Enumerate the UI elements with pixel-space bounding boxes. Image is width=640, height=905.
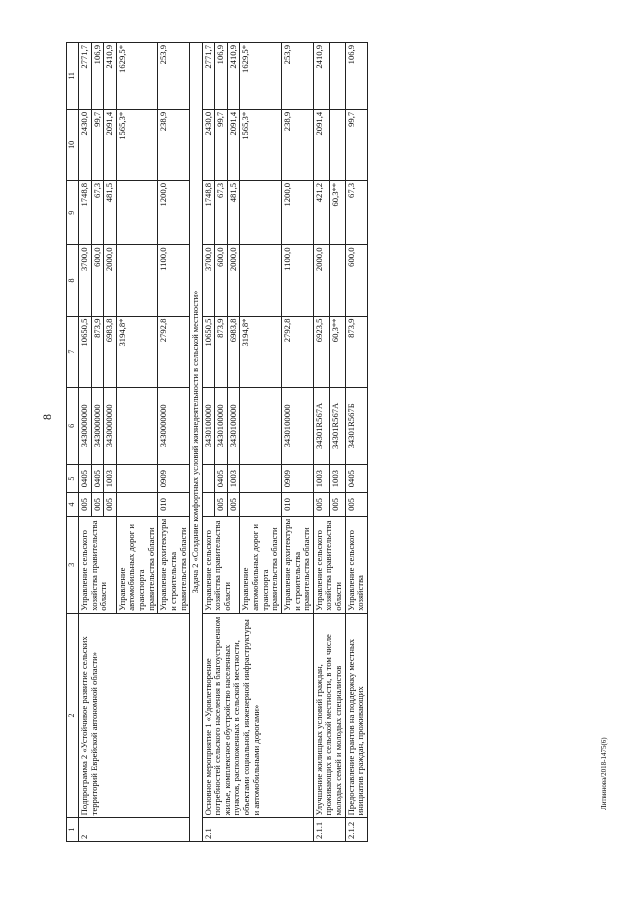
cell: 2430,0 [78, 109, 91, 180]
cell [202, 465, 215, 493]
cell: 3430000000 [91, 387, 104, 465]
table-row [345, 43, 367, 842]
task-row [190, 43, 202, 842]
table-row [78, 43, 91, 842]
cell: 106,9 [91, 43, 104, 110]
cell: 253,9 [158, 43, 190, 110]
col-number: 8 [67, 245, 79, 316]
cell [202, 493, 215, 517]
executor-cell: Управление сельского хозяйства [345, 516, 367, 613]
cell: 0405 [78, 465, 91, 493]
column-number-row [67, 43, 79, 842]
cell: 3430000000 [158, 387, 190, 465]
cell: 2771,7 [202, 43, 215, 110]
cell [116, 387, 158, 465]
cell: 6983,8 [104, 316, 117, 387]
cell: 2000,0 [104, 245, 117, 316]
cell: 1003 [227, 465, 240, 493]
subprogram-title: Подпрограмма 2 «Устойчивое развитие сельских территорий Еврейской автономной области» [78, 613, 189, 818]
cell: 873,9 [215, 316, 228, 387]
cell [116, 180, 158, 245]
cell [240, 245, 282, 316]
cell: 0405 [345, 465, 367, 493]
cell: 010 [281, 493, 313, 517]
cell: 3430100000 [202, 387, 215, 465]
cell: 005 [345, 493, 367, 517]
cell: 238,9 [281, 109, 313, 180]
cell: 3194,8* [240, 316, 282, 387]
cell [240, 180, 282, 245]
executor-cell: Управление архитектуры и строительства правительства области [158, 516, 190, 613]
cell: 1565,3* [116, 109, 158, 180]
cell: 1629,5* [240, 43, 282, 110]
cell: 0405 [91, 465, 104, 493]
cell: 6983,8 [227, 316, 240, 387]
executor-cell: Управление сельского хозяйства правительства области [202, 516, 240, 613]
executor-cell: Управление сельского хозяйства правительства области [78, 516, 116, 613]
task-title: Задача 2 «Создание комфортных условий жизнедеятельности в сельской местности» [190, 43, 202, 842]
cell: 0909 [158, 465, 190, 493]
cell: 34301R567Б [345, 387, 367, 465]
cell: 481,5 [104, 180, 117, 245]
cell: 3430100000 [215, 387, 228, 465]
cell: 2091,4 [104, 109, 117, 180]
cell: 600,0 [215, 245, 228, 316]
cell: 60,3** [329, 180, 345, 245]
cell: 421,2 [313, 180, 329, 245]
cell: 2091,4 [227, 109, 240, 180]
cell: 873,9 [91, 316, 104, 387]
table-row [202, 43, 215, 842]
cell: 005 [313, 493, 329, 517]
executor-cell: Управление автомобильных дорог и транспорта правительства области [116, 516, 158, 613]
row-number: 2.1.1 [313, 818, 345, 842]
cell: 3430100000 [281, 387, 313, 465]
budget-table [66, 42, 368, 842]
executor-cell: Управление архитектуры и строительства правительства области [281, 516, 313, 613]
cell [116, 245, 158, 316]
cell: 2091,4 [313, 109, 329, 180]
cell: 0909 [281, 465, 313, 493]
cell [240, 465, 282, 493]
cell: 2430,0 [202, 109, 215, 180]
col-number: 11 [67, 43, 79, 110]
cell: 67,3 [215, 180, 228, 245]
cell: 3430000000 [78, 387, 91, 465]
rotated-table-wrapper [66, 42, 586, 842]
row-number: 2.1 [202, 818, 313, 842]
cell: 1748,8 [202, 180, 215, 245]
cell: 600,0 [91, 245, 104, 316]
cell: 67,3 [91, 180, 104, 245]
cell: 10650,5 [202, 316, 215, 387]
page-number: 8 [40, 414, 54, 420]
row-number: 2.1.2 [345, 818, 367, 842]
cell: 2410,9 [227, 43, 240, 110]
cell: 2000,0 [227, 245, 240, 316]
cell: 005 [78, 493, 91, 517]
cell: 99,7 [215, 109, 228, 180]
cell: 1003 [329, 465, 345, 493]
cell: 2410,9 [313, 43, 329, 110]
cell: 10650,5 [78, 316, 91, 387]
cell: 3430000000 [104, 387, 117, 465]
col-number: 6 [67, 387, 79, 465]
cell: 60,3** [329, 316, 345, 387]
cell: 3194,8* [116, 316, 158, 387]
cell: 3700,0 [78, 245, 91, 316]
cell [240, 387, 282, 465]
row-number: 2 [78, 818, 189, 842]
cell: 2000,0 [313, 245, 329, 316]
cell: 2792,8 [281, 316, 313, 387]
col-number: 10 [67, 109, 79, 180]
col-number: 2 [67, 613, 79, 818]
cell: 106,9 [345, 43, 367, 110]
cell: 6923,5 [313, 316, 329, 387]
cell: 873,9 [345, 316, 367, 387]
col-number: 9 [67, 180, 79, 245]
measure-title: Улучшение жилищных условий граждан, проживающих в сельской местности, в том числе молодых семей и молодых специалистов [313, 613, 345, 818]
cell: 99,7 [345, 109, 367, 180]
cell: 34301R567A [313, 387, 329, 465]
cell: 1200,0 [158, 180, 190, 245]
cell: 67,3 [345, 180, 367, 245]
cell: 238,9 [158, 109, 190, 180]
cell: 3700,0 [202, 245, 215, 316]
cell: 1629,5* [116, 43, 158, 110]
col-number: 1 [67, 818, 79, 842]
cell: 1003 [313, 465, 329, 493]
measure-title: Предоставление грантов на поддержку местных инициатив граждан, проживающих [345, 613, 367, 818]
cell: 005 [329, 493, 345, 517]
cell [116, 493, 158, 517]
cell: 1003 [104, 465, 117, 493]
table-row [313, 43, 329, 842]
col-number: 7 [67, 316, 79, 387]
executor-cell: Управление автомобильных дорог и транспорта правительства области [240, 516, 282, 613]
cell: 2792,8 [158, 316, 190, 387]
cell [240, 493, 282, 517]
cell: 2410,9 [104, 43, 117, 110]
cell: 005 [104, 493, 117, 517]
cell: 1748,8 [78, 180, 91, 245]
cell [116, 465, 158, 493]
cell: 1565,3* [240, 109, 282, 180]
cell: 010 [158, 493, 190, 517]
cell [329, 43, 345, 110]
col-number: 4 [67, 493, 79, 517]
cell: 253,9 [281, 43, 313, 110]
cell: 005 [91, 493, 104, 517]
cell: 3430100000 [227, 387, 240, 465]
cell: 1200,0 [281, 180, 313, 245]
cell: 106,9 [215, 43, 228, 110]
cell: 34301R567A [329, 387, 345, 465]
cell: 600,0 [345, 245, 367, 316]
col-number: 5 [67, 465, 79, 493]
measure-title: Основное мероприятие 1 «Удовлетворение потребностей сельского населения в благоустроенном жилье, комплексное обустройство населенных пунктов, расположенных в сельской местности, объектами социальной, инженерной инфраструктуры и автомобильными дорогами» [202, 613, 313, 818]
document-footer: Литвинова/2018-1475(6) [600, 737, 608, 810]
cell: 1100,0 [158, 245, 190, 316]
col-number: 3 [67, 516, 79, 613]
cell [329, 245, 345, 316]
cell: 005 [215, 493, 228, 517]
cell: 0405 [215, 465, 228, 493]
cell: 481,5 [227, 180, 240, 245]
executor-cell: Управление сельского хозяйства правительства области [313, 516, 345, 613]
cell [329, 109, 345, 180]
cell: 1100,0 [281, 245, 313, 316]
cell: 99,7 [91, 109, 104, 180]
cell: 005 [227, 493, 240, 517]
cell: 2771,7 [78, 43, 91, 110]
